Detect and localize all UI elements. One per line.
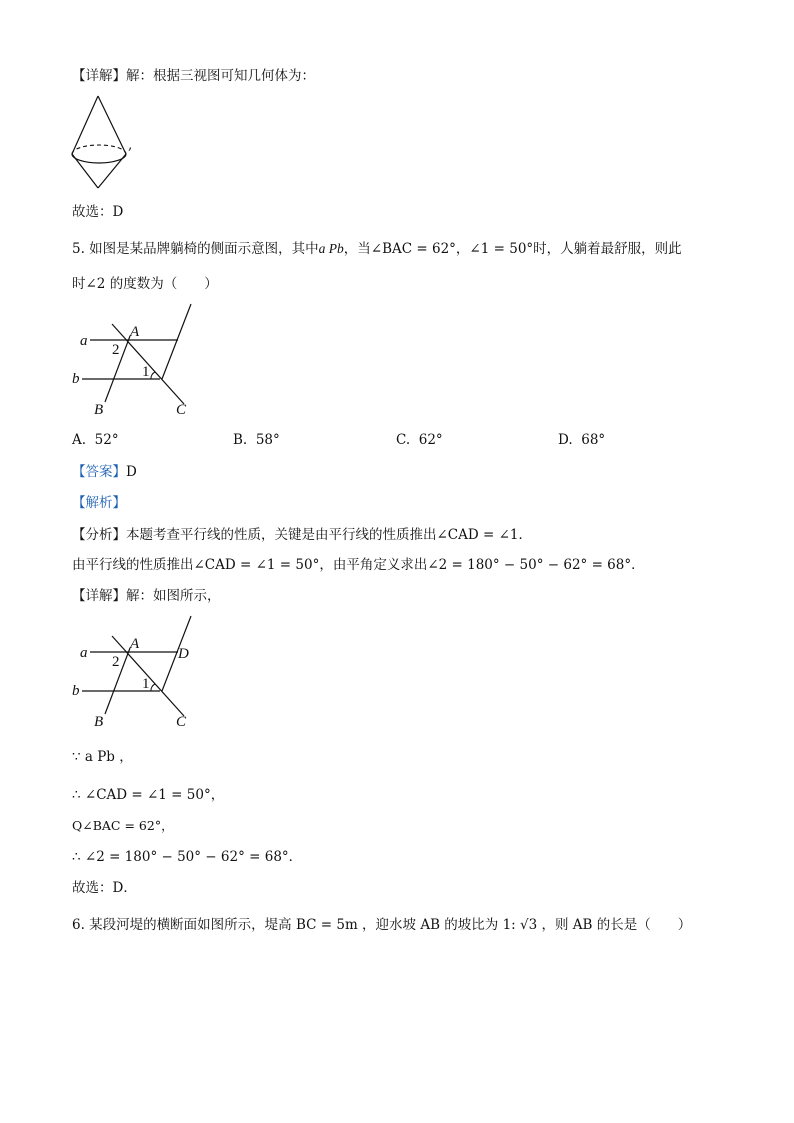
label-1: 1 — [142, 676, 150, 692]
question-5-condition: ，当∠BAC = 62°，∠1 = 50°时，人躺着最舒服，则此 — [343, 241, 682, 257]
cone-base-hidden-arc — [72, 145, 126, 154]
label-B: B — [94, 402, 104, 418]
angle-1-arc — [151, 372, 155, 379]
label-2: 2 — [112, 654, 120, 670]
back-rest-line — [162, 304, 191, 379]
label-A: A — [130, 324, 140, 340]
option-c-value: 62° — [418, 432, 443, 448]
label-C: C — [176, 402, 187, 418]
option-c — [396, 432, 443, 448]
option-d-letter: D. — [558, 432, 573, 448]
step-because-parallel: ∵ a Pb ， — [72, 749, 133, 765]
angle-1-arc — [151, 684, 155, 691]
option-b-value: 58° — [255, 432, 280, 448]
label-a: a — [80, 645, 88, 661]
detail-heading-q5: 【详解】解：如图所示， — [72, 588, 221, 604]
answer-line-q4: 故选：D — [72, 204, 124, 220]
option-d — [558, 432, 605, 448]
option-a — [72, 432, 119, 448]
analysis-line-2: 由平行线的性质推出∠CAD = ∠1 = 50°，由平角定义求出∠2 = 180° − 50° − 62° = 68°． — [72, 557, 645, 573]
step-angle-cad: ∴ ∠CAD = ∠1 = 50°， — [72, 787, 225, 803]
analysis-line-1: 【分析】本题考查平行线的性质，关键是由平行线的性质推出∠CAD = ∠1． — [72, 527, 533, 543]
detail-figure — [72, 614, 202, 732]
cone-base-front-arc — [72, 154, 126, 163]
option-b — [233, 432, 280, 448]
option-d-value: 68° — [581, 432, 606, 448]
question-5-prefix: 5. 如图是某品牌躺椅的侧面示意图，其中 — [72, 241, 319, 257]
label-1: 1 — [142, 364, 150, 380]
option-b-letter: B. — [233, 432, 248, 448]
label-C: C — [176, 714, 187, 730]
analysis-tag: 【解析】 — [72, 495, 126, 511]
step-angle-2: ∴ ∠2 = 180° − 50° − 62° = 68°． — [72, 849, 303, 865]
answer-tag: 【答案】 — [72, 464, 126, 480]
option-c-letter: C. — [396, 432, 411, 448]
label-A: A — [130, 636, 140, 652]
question-6-text: 6. 某段河堤的横断面如图所示，堤高 BC = 5m ，迎水坡 AB 的坡比为 1: √3 ，则 AB 的长是（ ） — [72, 917, 692, 933]
option-a-letter: A. — [72, 432, 87, 448]
double-cone-figure — [68, 92, 148, 194]
detail-heading-q4: 【详解】解：根据三视图可知几何体为： — [72, 68, 315, 84]
label-B: B — [94, 714, 104, 730]
option-a-value: 52° — [94, 432, 119, 448]
step-choose: 故选：D． — [72, 880, 137, 896]
figure-comma: , — [128, 137, 133, 153]
label-b: b — [72, 371, 80, 387]
label-2: 2 — [112, 342, 120, 358]
answer-value: D — [126, 464, 137, 480]
cone-upper-right-edge — [98, 96, 126, 154]
step-angle-bac: Q∠BAC = 62°， — [72, 818, 174, 833]
label-b: b — [72, 683, 80, 699]
label-D: D — [178, 646, 189, 662]
label-a: a — [80, 333, 88, 349]
parallel-notation: a Pb — [318, 241, 344, 256]
question-5-line-1 — [72, 240, 682, 258]
question-5-figure — [72, 302, 202, 420]
question-5-line-2: 时∠2 的度数为（ ） — [72, 276, 218, 292]
answer-line — [72, 463, 137, 481]
